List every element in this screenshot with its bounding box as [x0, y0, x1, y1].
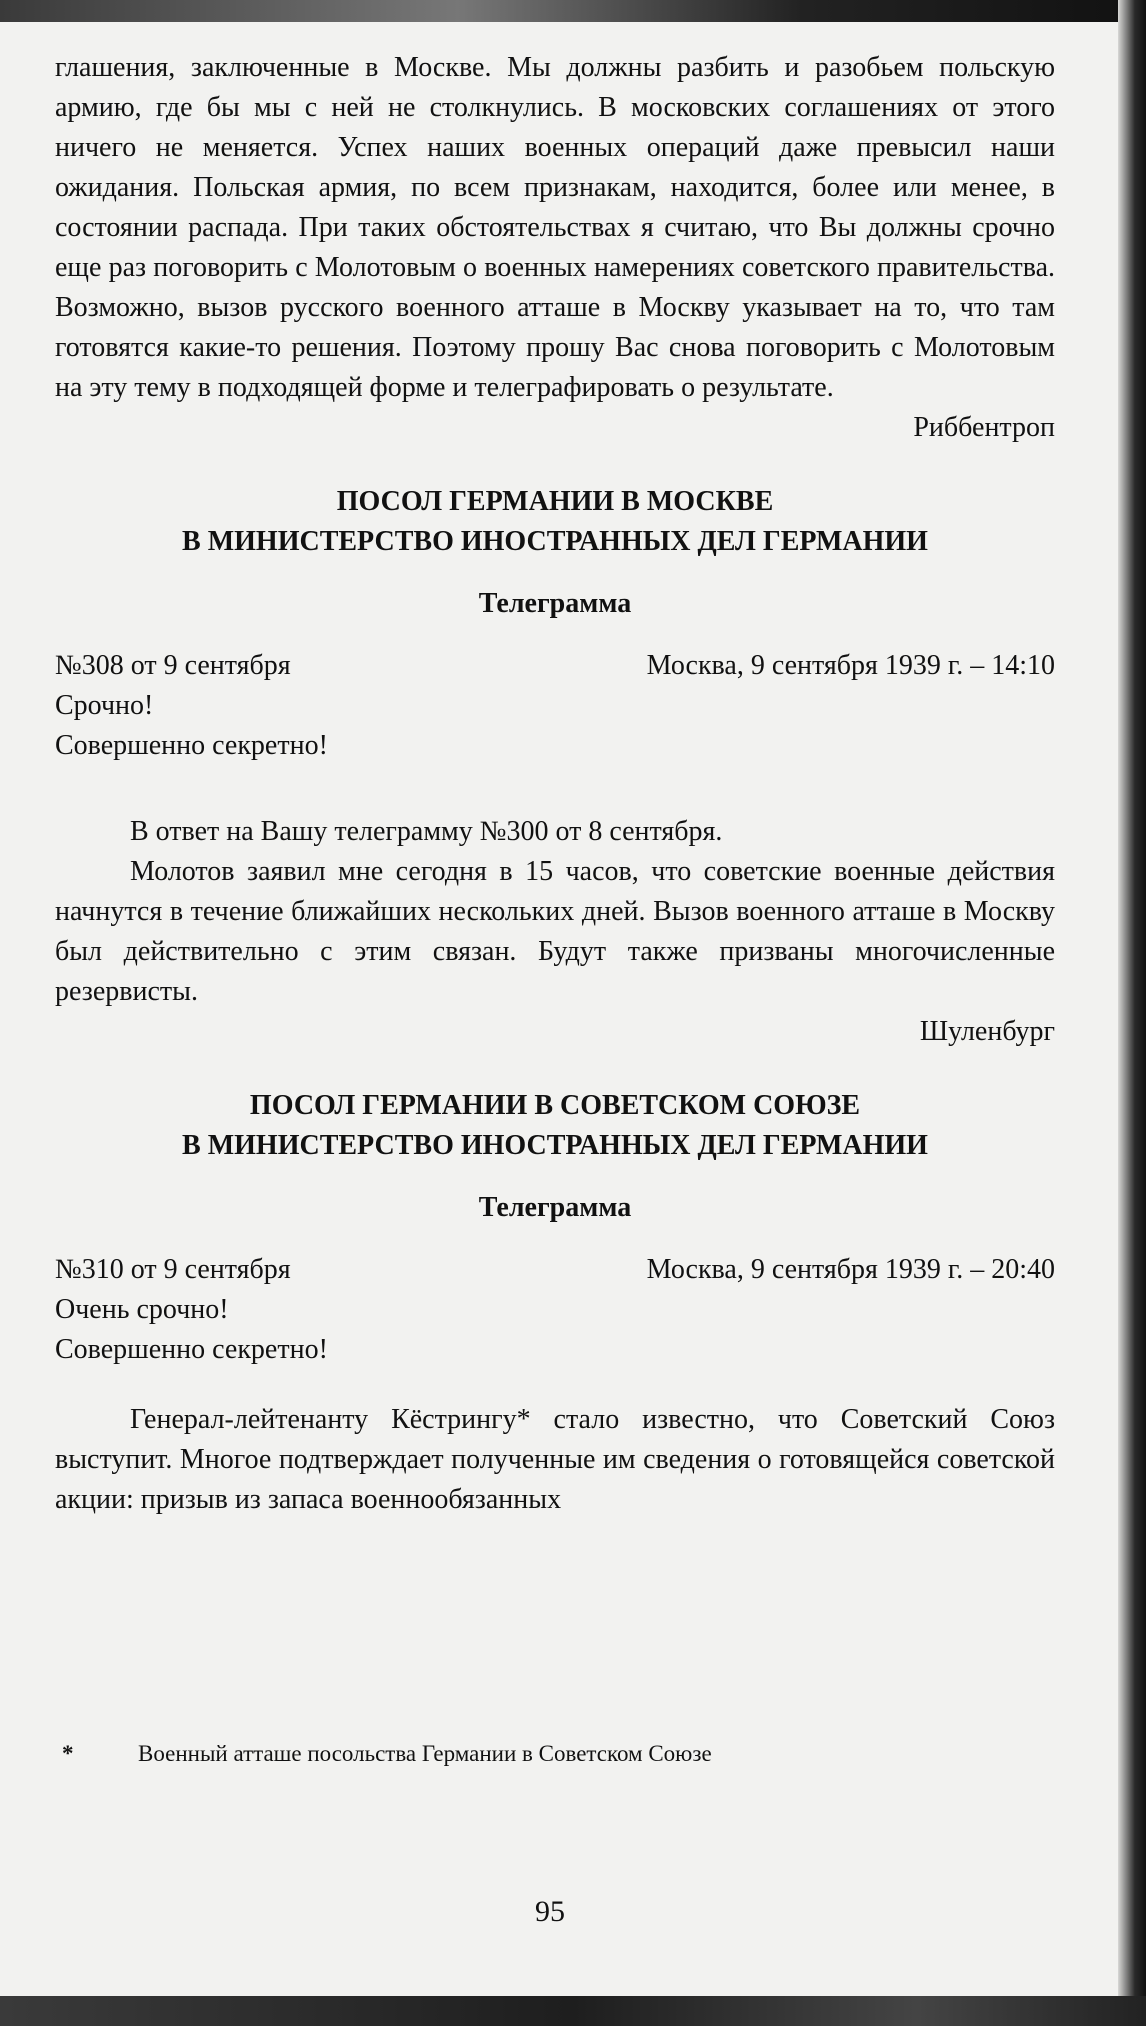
doc1-heading	[55, 482, 1055, 562]
doc2-heading	[55, 1086, 1055, 1166]
scan-edge-bottom	[0, 1996, 1146, 2026]
doc1-urgency: Срочно!	[55, 690, 154, 721]
doc1-type: Телеграмма	[478, 588, 632, 619]
page-number: 95	[535, 1895, 565, 1928]
doc2-heading-sender: ПОСОЛ ГЕРМАНИИ В СОВЕТСКОМ СОЮЗЕ	[249, 1090, 861, 1121]
doc1-secrecy: Совершенно секретно!	[55, 730, 328, 761]
doc2-place-time: Москва, 9 сентября 1939 г. – 20:40	[646, 1254, 1055, 1285]
doc1-paragraph-2: Молотов заявил мне сегодня в 15 часов, что советские военные действия начнутся в течение ближайших нескольких дней. Вызов военного атташе в Москву был действительно с этим связан. Будут также призваны многочисленные резервисты.	[55, 856, 1055, 1007]
doc2-paragraph-1: Генерал-лейтенанту Кёстрингу* стало известно, что Советский Союз выступит. Многое подтверждает полученные им сведения о готовящейся советской акции: призыв из запаса военнообязанных	[55, 1404, 1055, 1515]
doc1-body	[55, 812, 1055, 1012]
doc1-signature: Шуленбург	[919, 1016, 1055, 1047]
doc2-body	[55, 1400, 1055, 1520]
intro-paragraph: глашения, заключенные в Москве. Мы должны разбить и разобьем польскую армию, где бы мы с ней не столкнулись. В московских соглашениях от этого ничего не меняется. Успех наших военных операций даже превысил наши ожидания. Польская армия, по всем признакам, находится, более или менее, в состоянии распада. При таких обстоятельствах я считаю, что Вы должны срочно еще раз поговорить с Молотовым о военных намерениях советского правительства. Возможно, вызов русского военного атташе в Москву указывает на то, что там готовятся какие-то решения. Поэтому прошу Вас снова поговорить с Молотовым на эту тему в подходящей форме и телеграфировать о результате.	[55, 52, 1055, 403]
doc1-place-time: Москва, 9 сентября 1939 г. – 14:10	[646, 650, 1055, 681]
doc2-urgency: Очень срочно!	[55, 1294, 229, 1325]
doc1-paragraph-1: В ответ на Вашу телеграмму №300 от 8 сентября.	[130, 816, 723, 847]
footnote-mark: *	[62, 1741, 74, 1766]
scan-edge-right	[1118, 0, 1146, 2026]
book-page	[55, 48, 1055, 1520]
doc2-secrecy: Совершенно секретно!	[55, 1334, 328, 1365]
doc2-number: №310 от 9 сентября	[55, 1254, 291, 1285]
footnote-text: Военный атташе посольства Германии в Советском Союзе	[138, 1741, 712, 1766]
doc2-meta-row	[55, 1250, 1055, 1290]
doc1-meta-row	[55, 646, 1055, 686]
intro-signature: Риббентроп	[913, 412, 1055, 443]
doc1-number: №308 от 9 сентября	[55, 650, 291, 681]
footnote	[62, 1738, 1062, 1770]
doc1-heading-recipient: В МИНИСТЕРСТВО ИНОСТРАННЫХ ДЕЛ ГЕРМАНИИ	[182, 526, 928, 557]
doc2-heading-recipient: В МИНИСТЕРСТВО ИНОСТРАННЫХ ДЕЛ ГЕРМАНИИ	[182, 1130, 928, 1161]
doc1-heading-sender: ПОСОЛ ГЕРМАНИИ В МОСКВЕ	[336, 486, 774, 517]
scan-edge-top	[0, 0, 1146, 22]
doc2-type: Телеграмма	[478, 1192, 632, 1223]
